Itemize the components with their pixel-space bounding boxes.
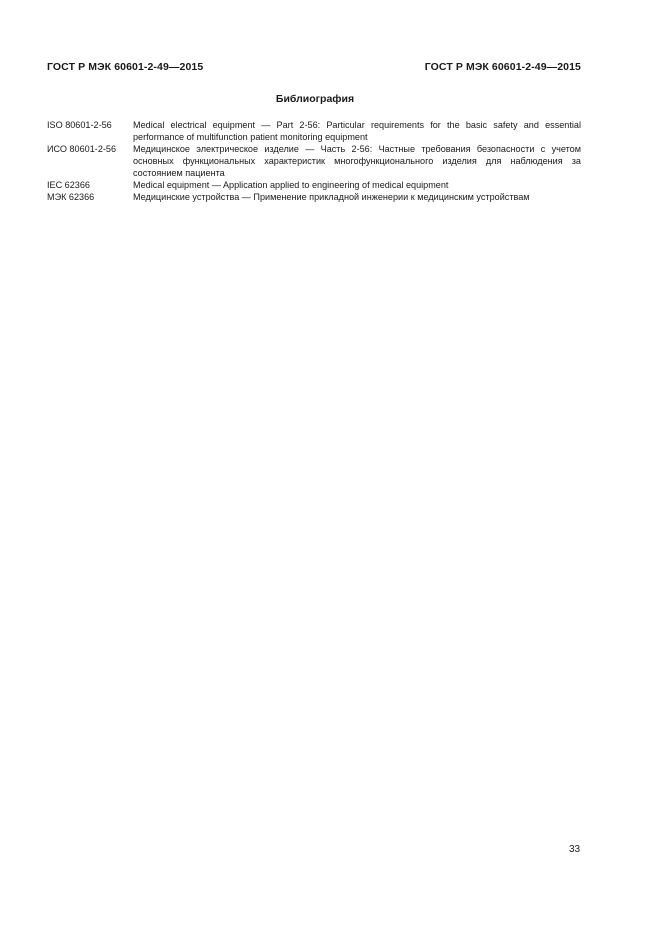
- bibliography-ref: ИСО 80601-2-56: [47, 144, 117, 154]
- bibliography-ref: ISO 80601-2-56: [47, 120, 112, 130]
- bibliography-text: Медицинские устройства — Применение прикладной инженерии к медицинским устройствам: [133, 192, 530, 202]
- bibliography-entry: [47, 191, 581, 203]
- page-number: 33: [569, 844, 581, 855]
- bibliography-text: Medical equipment — Application applied to engineering of medical equipment: [133, 180, 449, 190]
- bibliography-ref: IEC 62366: [47, 180, 90, 190]
- bibliography-title: Библиография: [275, 93, 355, 105]
- bibliography-entry: [47, 179, 581, 191]
- bibliography-list: [47, 119, 581, 203]
- bibliography-text: Медицинское электрическое изделие — Часть 2-56: Частные требования безопасности с учетом основных функциональных характеристик многофункционального изделия для наблюдения за состоянием пациента: [133, 144, 581, 178]
- bibliography-entry: [47, 143, 581, 179]
- header-standard-left: ГОСТ Р МЭК 60601-2-49—2015: [47, 61, 204, 73]
- bibliography-entry: [47, 119, 581, 143]
- bibliography-ref: МЭК 62366: [47, 192, 95, 202]
- header-standard-right: ГОСТ Р МЭК 60601-2-49—2015: [424, 61, 581, 73]
- bibliography-text: Medical electrical equipment — Part 2-56: Particular requirements for the basic safety and essential performance of multifunction patient monitoring equipment: [133, 120, 581, 142]
